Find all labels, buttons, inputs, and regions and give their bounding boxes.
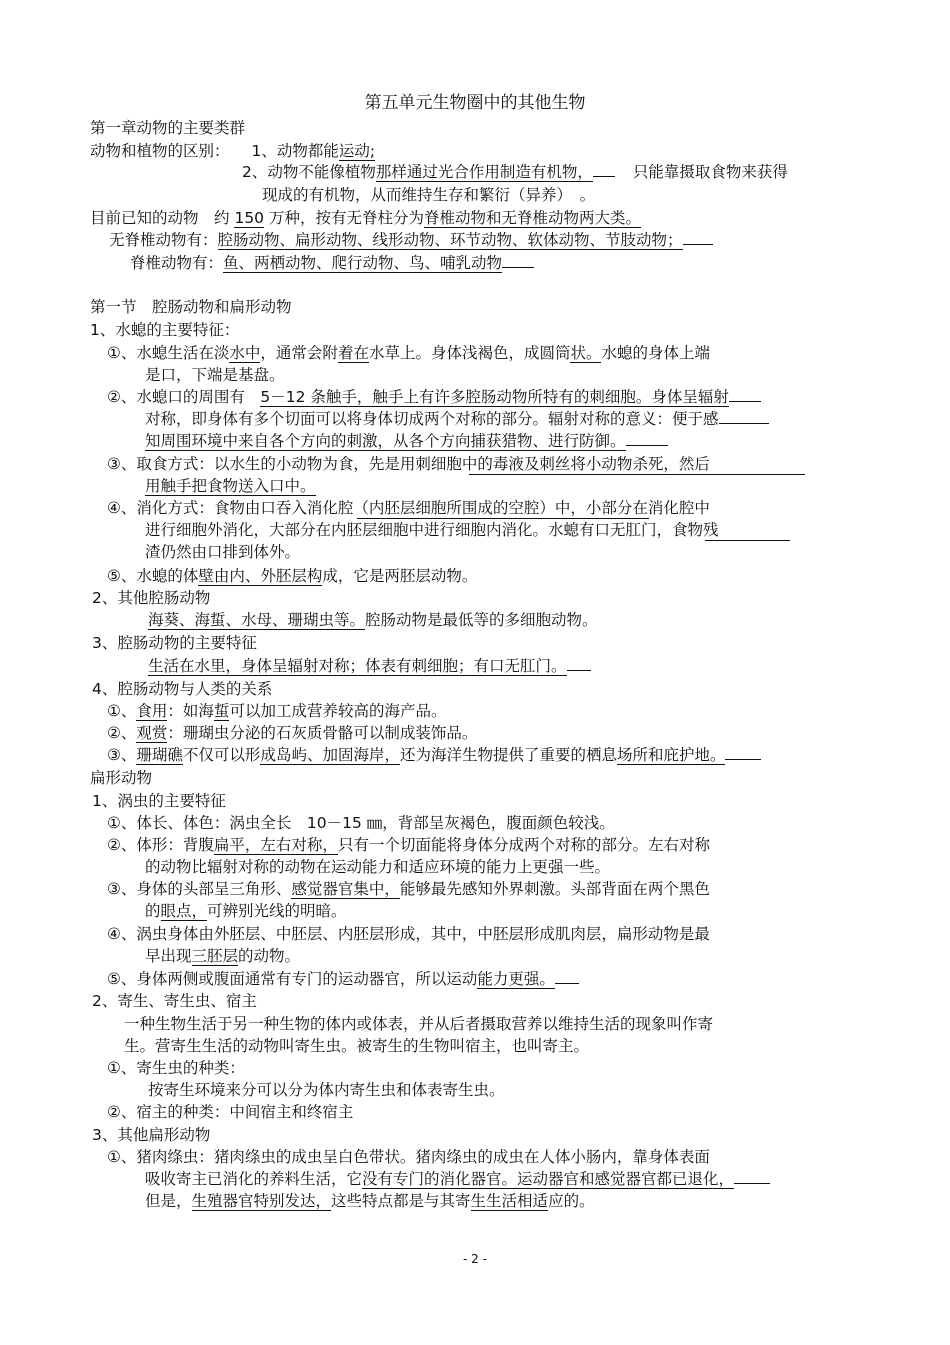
text-line: ②、观赏：珊瑚虫分泌的石灰质骨骼可以制成装饰品。 [107,724,478,742]
section-heading: 第一节 腔肠动物和扁形动物 [90,298,292,316]
text-line: 进行细胞外消化，大部分在内胚层细胞中进行细胞内消化。水螅有口无肛门，食物残 [145,521,719,539]
text-line: ④、涡虫身体由外胚层、中胚层、内胚层形成，其中，中胚层形成肌肉层，扁形动物是最 [107,925,710,943]
text-line: ③、珊瑚礁不仅可以形成岛屿、加固海岸，还为海洋生物提供了重要的栖息场所和庇护地。 [107,745,761,765]
text-line: 用触手把食物送入口中。 [145,477,316,495]
text-line: 吸收寄主已消化的养料生活，它没有专门的消化器官。运动器官和感觉器官都已退化， [145,1169,770,1189]
text-line: 早出现三胚层的动物。 [145,947,301,965]
text-line: ③、取食方式：以水生的小动物为食，先是用刺细胞中的毒液及刺丝将小动物杀死，然后 [107,455,710,473]
text-line: ④、消化方式：食物由口吞入消化腔（内胚层细胞所围成的空腔）中，小部分在消化腔中 [107,499,710,517]
text-line: 生。营寄生生活的动物叫寄生虫。被寄生的生物叫宿主，也叫寄主。 [124,1037,590,1055]
text-line: ①、食用：如海蜇可以加工成营养较高的海产品。 [107,702,447,720]
text-line: 无脊椎动物有：腔肠动物、扁形动物、线形动物、环节动物、软体动物、节肢动物； [109,230,713,250]
text-line: ②、宿主的种类：中间宿主和终宿主 [107,1103,354,1121]
text-line: 的眼点，可辨别光线的明暗。 [145,902,347,920]
text-line: 的动物比辐射对称的动物在运动能力和适应环境的能力上更强一些。 [145,858,611,876]
text-line: 是口，下端是基盘。 [145,366,285,384]
text-line: 一种生物生活于另一种生物的体内或体表，并从后者摄取营养以维持生活的现象叫作寄 [124,1015,714,1033]
text-line: 渣仍然由口排到体外。 [145,543,301,561]
page-number: - 2 - [463,1252,487,1266]
subsection-heading: 2、寄生、寄生虫、宿主 [92,992,257,1010]
text-line: ①、猪肉绦虫：猪肉绦虫的成虫呈白色带状。猪肉绦虫的成虫在人体小肠内，靠身体表面 [107,1148,710,1166]
text-line: ②、体形：背腹扁平，左右对称，只有一个切面能将身体分成两个对称的部分。左右对称 [107,836,710,854]
subsection-heading: 1、水螅的主要特征： [90,321,240,339]
text-line: 现成的有机物，从而维持生存和繁衍（异养） 。 [262,186,596,204]
section-heading: 扁形动物 [90,769,153,787]
text-line: 海葵、海蜇、水母、珊瑚虫等。腔肠动物是最低等的多细胞动物。 [148,611,598,629]
text-line: ⑤、身体两侧或腹面通常有专门的运动器官，所以运动能力更强。 [107,969,579,989]
text-line: 按寄生环境来分可以分为体内寄生虫和体表寄生虫。 [148,1081,505,1099]
text-line: ⑤、水螅的体壁由内、外胚层构成，它是两胚层动物。 [107,567,478,585]
text-line: 动物和植物的区别： 1、动物都能运动; [90,142,376,160]
text-line: ②、水螅口的周围有 5－12 条触手，触手上有许多腔肠动物所特有的刺细胞。身体呈辐射 [107,387,761,407]
text-line: ①、水螅生活在淡水中，通常会附着在水草上。身体浅褐色，成圆筒状。水螅的身体上端 [107,344,710,362]
subsection-heading: 2、其他腔肠动物 [92,589,211,607]
text-line: 但是，生殖器官特别发达，这些特点都是与其寄生生活相适应的。 [145,1192,595,1210]
subsection-heading: 4、腔肠动物与人类的关系 [92,680,273,698]
subsection-heading: 1、涡虫的主要特征 [92,792,226,810]
page-title: 第五单元生物圈中的其他生物 [364,93,586,113]
text-line: 2、动物不能像植物那样通过光合作用制造有机物， 只能靠摄取食物来获得 [242,163,788,181]
subsection-heading: 3、其他扁形动物 [92,1126,211,1144]
subsection-heading: 3、腔肠动物的主要特征 [92,634,257,652]
text-line: ①、寄生虫的种类： [107,1059,245,1077]
text-line: 目前已知的动物 约 150 万种，按有无脊柱分为脊椎动物和无脊椎动物两大类。 [90,209,642,227]
text-line: ③、身体的头部呈三角形、感觉器官集中，能够最先感知外界刺激。头部背面在两个黑色 [107,880,710,898]
text-line: 知周围环境中来自各个方向的刺激，从各个方向捕获猎物、进行防御。 [145,431,668,451]
text-line: 对称，即身体有多个切面可以将身体切成两个对称的部分。辐射对称的意义：便于感 [145,409,769,429]
text-line: 脊椎动物有：鱼、两栖动物、爬行动物、鸟、哺乳动物 [130,253,534,273]
text-line: 生活在水里，身体呈辐射对称；体表有刺细胞；有口无肛门。 [148,656,591,676]
text-line: ①、体长、体色：涡虫全长 10－15 ㎜，背部呈灰褐色，腹面颜色较浅。 [107,814,615,832]
chapter-heading: 第一章动物的主要类群 [90,119,246,137]
